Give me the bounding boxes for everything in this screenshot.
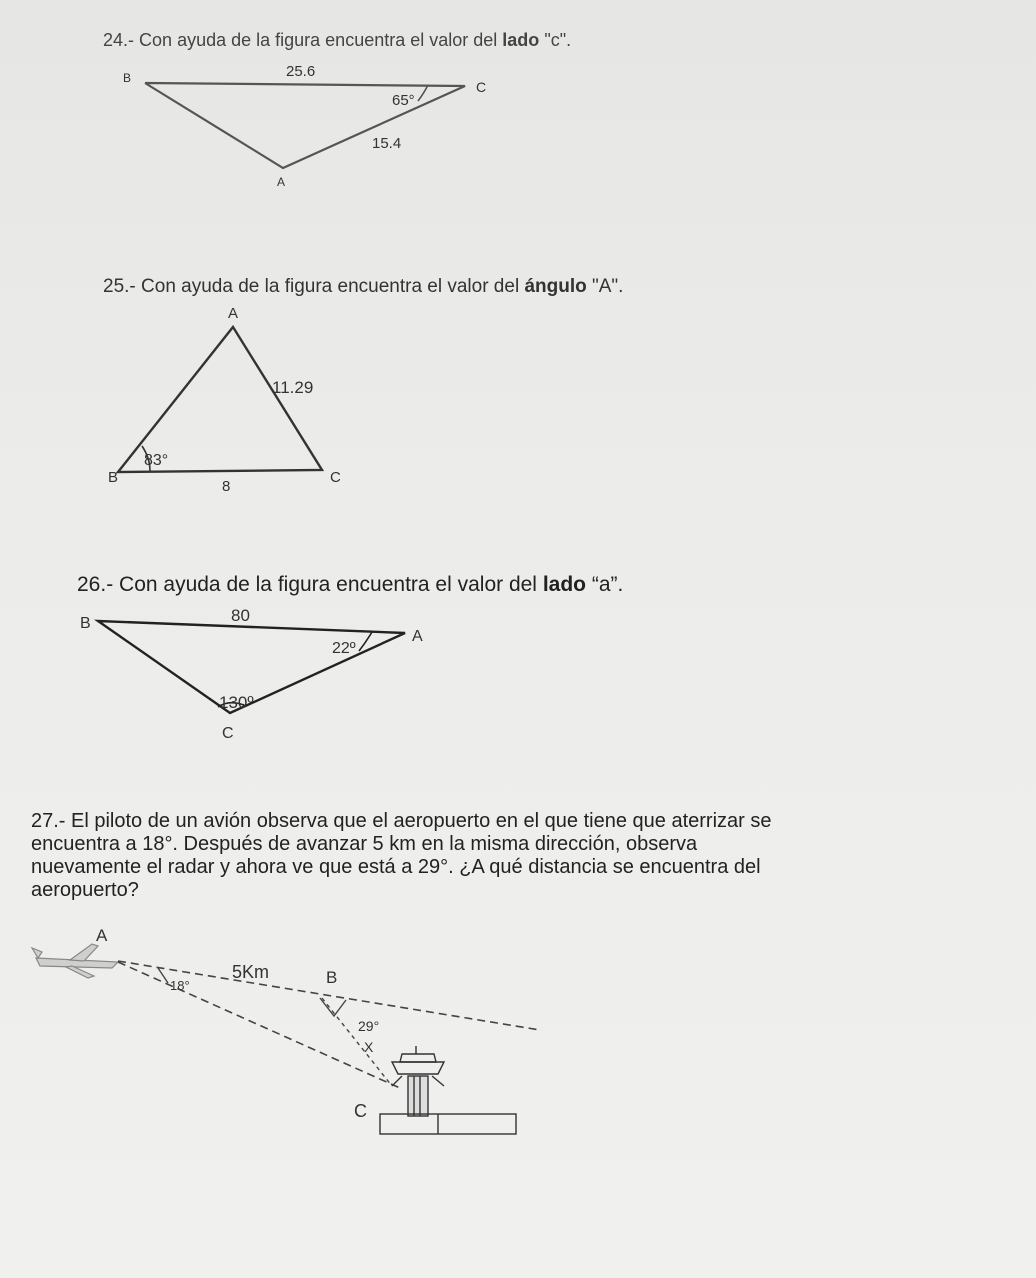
question-target: "c". [544, 30, 572, 50]
question-keyword: ángulo [524, 276, 587, 297]
question-target: "A". [592, 276, 624, 297]
question-number: 25.- [103, 276, 136, 297]
side-label-ac: 11.29 [272, 378, 314, 397]
question-text: Con ayuda de la figura encuentra el valor del [119, 573, 537, 596]
question-text: Con ayuda de la figura encuentra el valor del [141, 276, 520, 297]
vertex-label-a: A [228, 305, 239, 322]
question-keyword: lado [502, 30, 540, 50]
angle-label-b: 83° [144, 452, 169, 469]
question-text: Con ayuda de la figura encuentra el valor del [139, 30, 498, 50]
side-label-bc: 8 [222, 478, 231, 495]
airplane-icon [32, 944, 118, 978]
question-line: aeropuerto? [31, 879, 139, 901]
question-line: encuentra a 18°. Después de avanzar 5 km en la misma dirección, observa [31, 833, 698, 855]
angle-label-a: 22º [332, 640, 356, 657]
question-number: 26.- [77, 573, 114, 596]
question-line: nuevamente el radar y ahora ve que está a 29°. ¿A qué distancia se encuentra del [31, 856, 761, 878]
question-target: “a”. [591, 573, 624, 596]
vertex-label-a: A [277, 175, 286, 189]
angle-label-c: 130º [219, 693, 254, 712]
unknown-label-x: X [364, 1039, 374, 1055]
side-label-ac: 15.4 [372, 135, 402, 152]
vertex-label-c: C [476, 79, 487, 95]
vertex-label-c: C [222, 725, 234, 742]
question-line: 27.- El piloto de un avión observa que el aeropuerto en el que tiene que aterrizar se [31, 810, 772, 832]
angle-label-b: 29° [358, 1018, 380, 1034]
angle-label-c: 65° [392, 92, 415, 109]
vertex-label-b: B [123, 71, 132, 85]
side-label-ba: 80 [231, 606, 250, 625]
point-label-b: B [326, 968, 338, 987]
distance-label: 5Km [232, 962, 270, 982]
vertex-label-c: C [330, 469, 341, 486]
side-label-bc: 25.6 [286, 63, 316, 80]
question-number: 24.- [103, 30, 135, 50]
question-keyword: lado [542, 573, 586, 596]
vertex-label-b: B [80, 615, 91, 632]
angle-label-a: 18° [170, 978, 190, 993]
point-label-a: A [96, 926, 108, 945]
point-label-c: C [354, 1101, 367, 1121]
vertex-label-a: A [412, 628, 423, 645]
vertex-label-b: B [108, 469, 119, 486]
sight-line-b-c [322, 998, 392, 1086]
control-tower-icon [380, 1046, 516, 1134]
